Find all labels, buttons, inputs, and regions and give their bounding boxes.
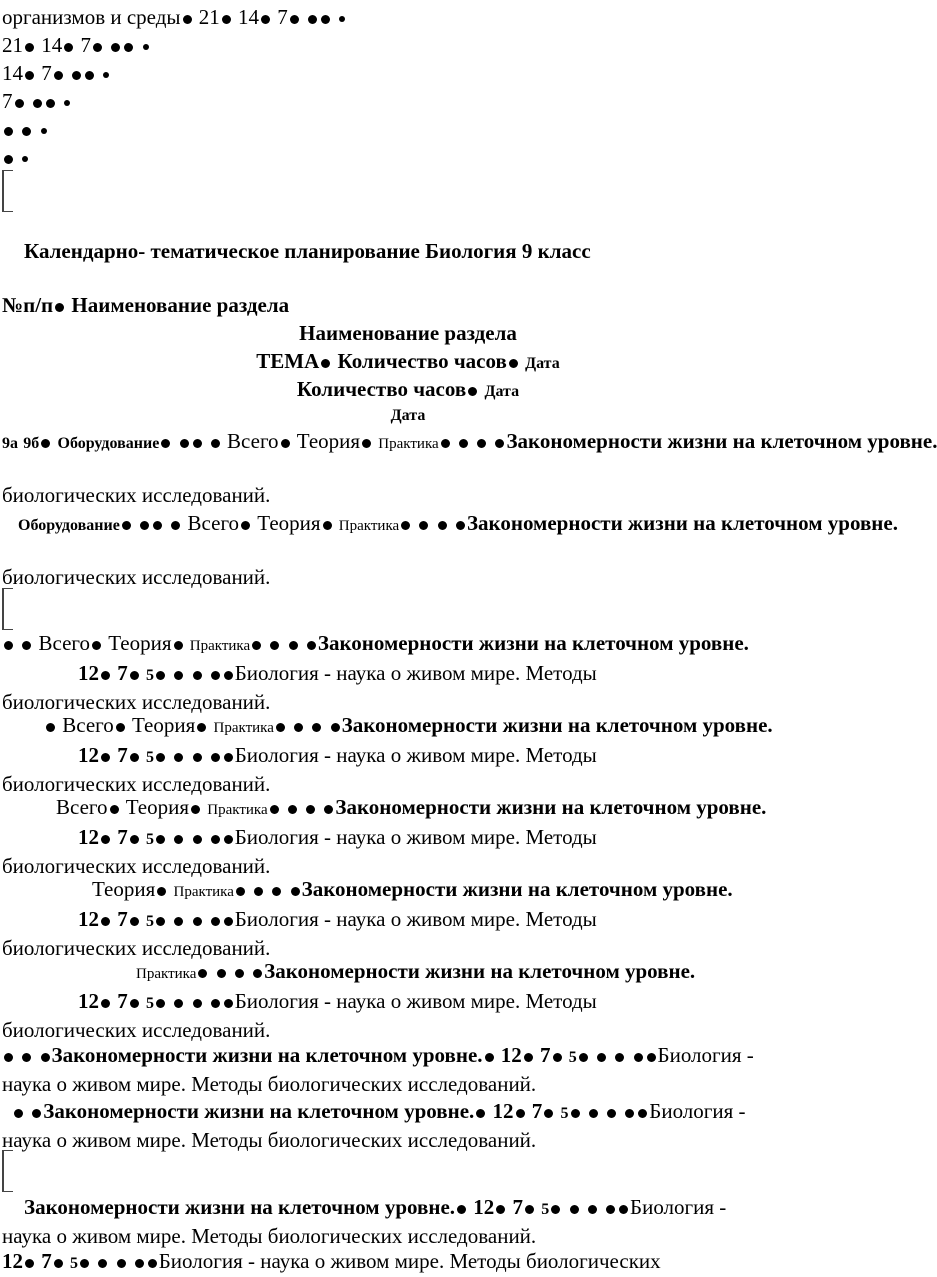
row-block-10: Закономерности жизни на клеточном уровне. 12 7 5 Биология - наука о живом мире. Методы биологических исследований. [2,1195,727,1248]
row-block-5: Всего Теория Практика Закономерности жизни на клеточном уровне. 12 7 5 Биология - наука о живом мире. Методы биологических исследований. [2,795,767,878]
row-block-6: Теория Практика Закономерности жизни на клеточном уровне. 12 7 5 Биология - наука о живом мире. Методы биологических исследований. [2,877,733,960]
row-block-2: Оборудование Всего Теория Практика Закономерности жизни на клеточном уровне. [18,511,898,535]
table-head-date: Дата [390,407,426,424]
row-block-4: Всего Теория Практика Закономерности жизни на клеточном уровне. 12 7 5 Биология - наука о живом мире. Методы биологических исследований. [2,713,773,796]
table-head-line-1: №п/п Наименование раздела [2,293,290,317]
top-line-6 [0,144,816,171]
top-line-3: 14 7 [0,60,816,87]
top-line-2: 21 14 7 [0,32,816,59]
page-title: Календарно- тематическое планирование Биология 9 класс [24,239,591,263]
row-block-8: Закономерности жизни на клеточном уровне. 12 7 5 Биология - наука о живом мире. Методы биологических исследований. [2,1043,754,1096]
row-block-7: Практика Закономерности жизни на клеточном уровне. 12 7 5 Биология - наука о живом мире. Методы биологических исследований. [2,959,696,1042]
text-cursor-marker-2 [2,588,13,630]
top-line-4: 7 [0,88,816,115]
row-block-1-tail: биологических исследований. [2,483,271,507]
row-block-11: 12 7 5 Биология - наука о живом мире. Методы биологических [2,1249,661,1273]
text-cursor-marker-3 [2,1150,13,1192]
table-head-hours-line: Количество часов Дата [296,377,520,401]
top-line-1: организмов и среды 21 14 7 [0,4,816,31]
table-head-section: Наименование раздела [299,321,517,345]
row-block-2-tail: биологических исследований. [2,565,271,589]
row-block-3: Всего Теория Практика Закономерности жизни на клеточном уровне. 12 7 5 Биология - наука о живом мире. Методы биологических исследований. [2,631,749,714]
text-cursor-marker [2,170,13,212]
row-block-1: 9а 9б Оборудование Всего Теория Практика Закономерности жизни на клеточном уровне. [2,429,937,453]
top-line-5 [0,116,816,143]
row-block-9: Закономерности жизни на клеточном уровне. 12 7 5 Биология - наука о живом мире. Методы биологических исследований. [2,1099,746,1152]
table-head-topic-line: ТЕМА Количество часов Дата [256,349,560,373]
